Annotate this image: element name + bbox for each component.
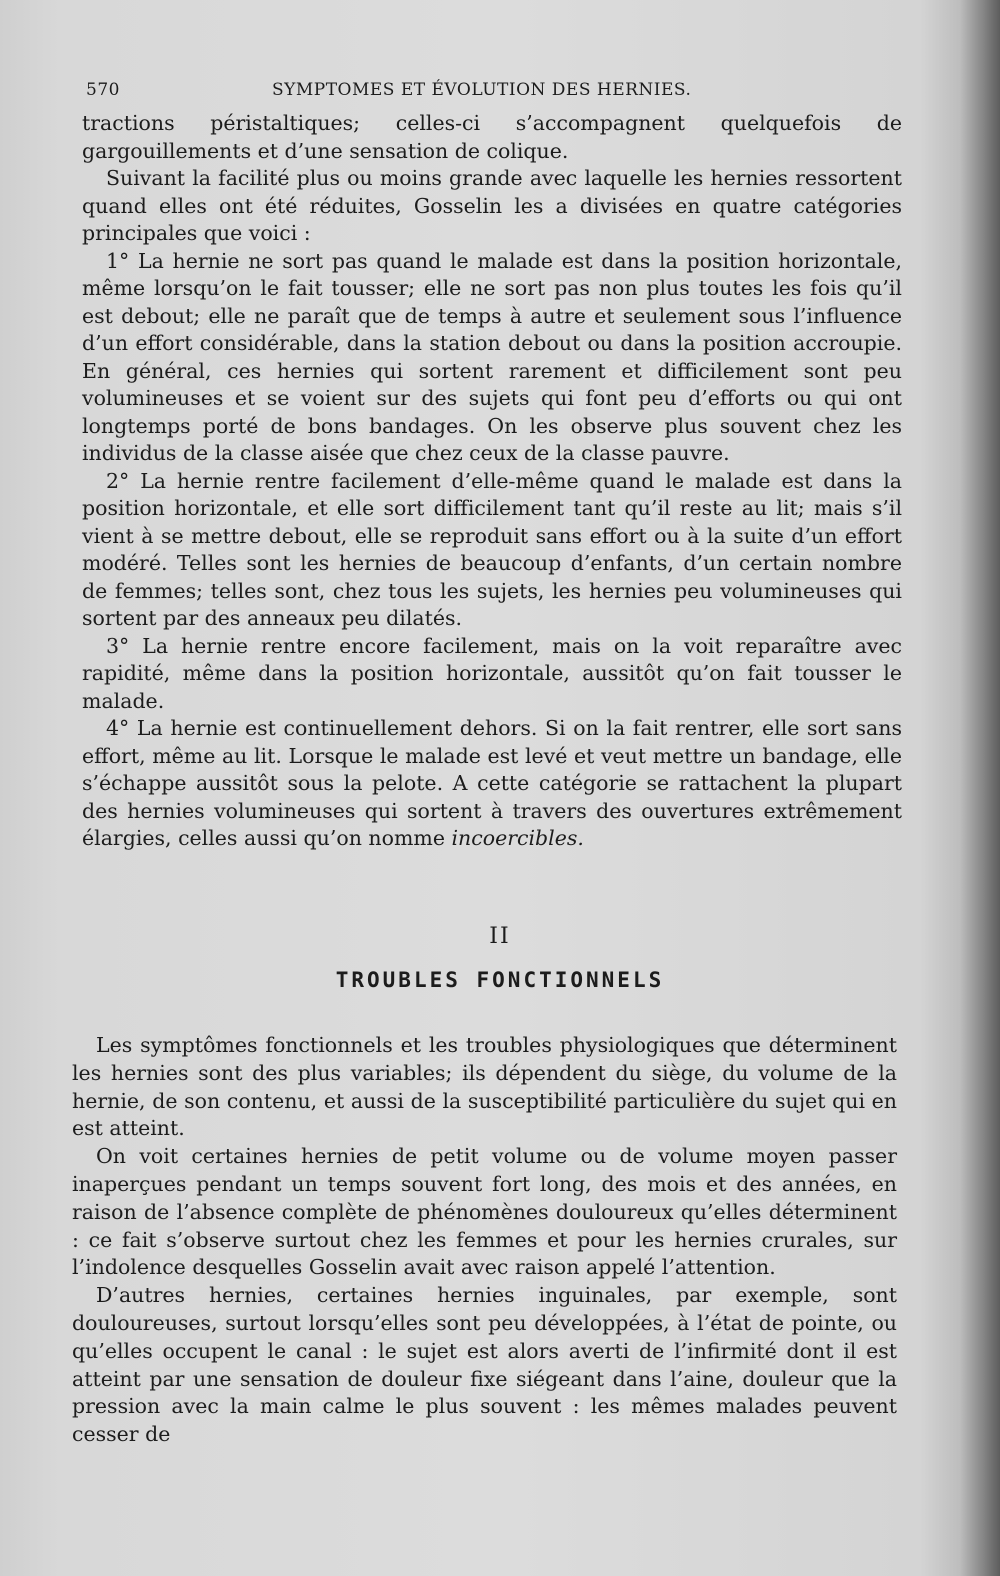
running-title: SYMPTOMES ET ÉVOLUTION DES HERNIES. — [272, 80, 692, 100]
italic-term: incoercibles. — [451, 826, 584, 850]
paragraph: 1° La hernie ne sort pas quand le malade est dans la position horizontale, même lorsqu’on le fait tousser; elle ne sort pas non plus toutes les fois qu’il est debout; elle ne paraît que de temps à autre et seulement sous l’influence d’un effort considérable, dans la station debout ou dans la position accroupie. En général, ces hernies qui sortent rarement et difficilement sont peu volumineuses et se voient sur des sujets qui font peu d’efforts ou qui ont longtemps porté de bons bandages. On les observe plus souvent chez les individus de la classe aisée que chez ceux de la classe pauvre. — [82, 248, 902, 465]
paragraph: Les symptômes fonctionnels et les troubles physiologiques que déterminent les hernies sont des plus variables; ils dépendent du siège, du volume de la hernie, de son contenu, et aussi de la susceptibilité particulière du sujet qui en est atteint. — [72, 1033, 897, 1141]
page-edge-shadow — [960, 0, 1000, 1576]
page-number: 570 — [86, 80, 120, 100]
paragraph-with-italic — [82, 715, 902, 853]
paragraph: On voit certaines hernies de petit volume ou de volume moyen passer inaperçues pendant un temps souvent fort long, des mois et des années, en raison de l’absence complète de phénomènes douloureux qu’elles déterminent : ce fait s’observe surtout chez les femmes et pour les hernies crurales, sur l’indolence desquelles Gosselin avait avec raison appelé l’attention. — [72, 1144, 897, 1280]
section-1-text — [82, 110, 902, 853]
paragraph: 3° La hernie rentre encore facilement, mais on la voit reparaître avec rapidité, même dans la position horizontale, aussitôt qu’on fait tousser le malade. — [82, 633, 902, 713]
paragraph: D’autres hernies, certaines hernies inguinales, par exemple, sont douloureuses, surtout lorsqu’elles sont peu développées, à l’état de pointe, ou qu’elles occupent le canal : le sujet est alors averti de l’infirmité dont il est atteint par une sensation de douleur fixe siégeant dans l’aine, douleur que la pression avec la main calme le plus souvent : les mêmes malades peuvent cesser de — [72, 1283, 897, 1447]
paragraph: tractions péristaltiques; celles-ci s’accompagnent quelquefois de gargouillements et d’une sensation de colique. — [82, 111, 902, 163]
paragraph-text: 4° La hernie est continuellement dehors. Si on la fait rentrer, elle sort sans effort, même au lit. Lorsque le malade est levé et veut mettre un bandage, elle s’échappe aussitôt sous la pelote. A cette catégorie se rattachent la plupart des hernies volumineuses qui sortent à travers des ouvertures extrêmement élargies, celles aussi qu’on nomme — [82, 716, 902, 850]
paragraph: Suivant la facilité plus ou moins grande avec laquelle les hernies ressortent quand elles ont été réduites, Gosselin les a divisées en quatre catégories principales que voici : — [82, 166, 902, 245]
running-head — [82, 80, 902, 106]
section-number: II — [489, 924, 511, 949]
section-title: TROUBLES FONCTIONNELS — [335, 968, 665, 992]
paragraph: 2° La hernie rentre facilement d’elle-même quand le malade est dans la position horizontale, et elle sort difficilement tant qu’il reste au lit; mais s’il vient à se mettre debout, elle se reproduit sans effort ou à la suite d’un effort modéré. Telles sont les hernies de beaucoup d’enfants, d’un certain nombre de femmes; telles sont, chez tous les sujets, les hernies peu volumineuses qui sortent par des anneaux peu dilatés. — [82, 468, 902, 630]
section-2-text — [72, 1032, 897, 1449]
